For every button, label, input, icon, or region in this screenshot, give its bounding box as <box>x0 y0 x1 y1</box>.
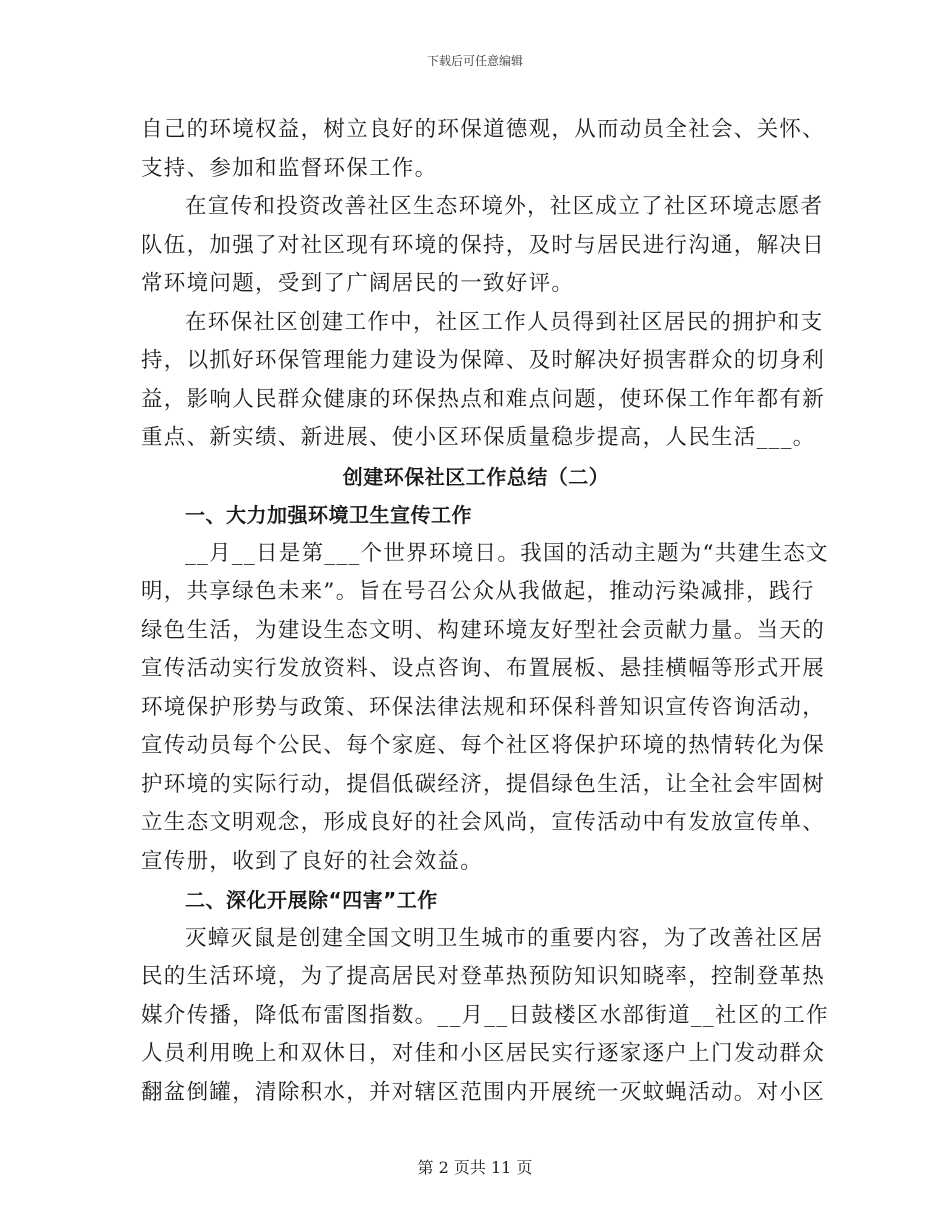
paragraph-line: 民的生活环境，为了提高居民对登革热预防知识知晓率，控制登革热 <box>141 964 826 989</box>
section-heading: 二、深化开展除“四害”工作 <box>185 888 438 912</box>
paragraph-line: 人员利用晚上和双休日，对佳和小区居民实行逐家逐户上门发动群众 <box>141 1041 826 1066</box>
paragraph-line: 在环保社区创建工作中，社区工作人员得到社区居民的拥护和支 <box>185 309 824 335</box>
section-title: 创建环保社区工作总结（二） <box>342 464 610 489</box>
paragraph-line: 持，以抓好环保管理能力建设为保障、及时解决好损害群众的切身利 <box>141 348 826 373</box>
paragraph-line: 护环境的实际行动，提倡低碳经济，提倡绿色生活，让全社会牢固树 <box>141 771 826 797</box>
paragraph-line: __月__日是第___个世界环境日。我国的活动主题为“共建生态文 <box>185 540 829 566</box>
paragraph-line: 翻盆倒罐，清除积水，并对辖区范围内开展统一灭蚊蝇活动。对小区 <box>141 1079 826 1105</box>
paragraph-line: 宣传活动实行发放资料、设点咨询、布置展板、悬挂横幅等形式开展 <box>141 656 826 681</box>
paragraph-line: 在宣传和投资改善社区生态环境外，社区成立了社区环境志愿者 <box>185 194 824 219</box>
paragraph-line: 立生态文明观念，形成良好的社会风尚，宣传活动中有发放宣传单、 <box>141 810 826 835</box>
paragraph-line: 宣传动员每个公民、每个家庭、每个社区将保护环境的热情转化为保 <box>141 733 826 758</box>
paragraph-line: 明，共享绿色未来”。旨在号召公众从我做起，推动污染减排，践行 <box>141 579 815 604</box>
paragraph-line: 灭蟑灭鼠是创建全国文明卫生城市的重要内容，为了改善社区居 <box>185 925 824 951</box>
page-footer: 第 2 页共 11 页 <box>417 1158 533 1177</box>
paragraph-line: 媒介传播，降低布雷图指数。__月__日鼓楼区水部街道__社区的工作 <box>141 1002 829 1028</box>
paragraph-line: 常环境问题，受到了广阔居民的一致好评。 <box>141 271 575 296</box>
paragraph-line: 自己的环境权益，树立良好的环保道德观，从而动员全社会、关怀、 <box>141 117 826 142</box>
paragraph-line: 队伍，加强了对社区现有环境的保持，及时与居民进行沟通，解决日 <box>141 232 826 258</box>
paragraph-line: 宣传册，收到了良好的社会效益。 <box>141 848 484 874</box>
paragraph-line: 支持、参加和监督环保工作。 <box>141 155 438 181</box>
paragraph-line: 益，影响人民群众健康的环保热点和难点问题，使环保工作年都有新 <box>141 386 826 412</box>
paragraph-line: 环境保护形势与政策、环保法律法规和环保科普知识宣传咨询活动， <box>141 694 826 720</box>
page-header: 下载后可任意编辑 <box>426 54 523 68</box>
section-heading: 一、大力加强环境卫生宣传工作 <box>185 503 472 527</box>
paragraph-line: 绿色生活，为建设生态文明、构建环境友好型社会贡献力量。当天的 <box>141 617 826 643</box>
document-body <box>141 111 829 1112</box>
paragraph-line: 重点、新实绩、新进展、使小区环保质量稳步提高，人民生活___。 <box>141 425 816 450</box>
